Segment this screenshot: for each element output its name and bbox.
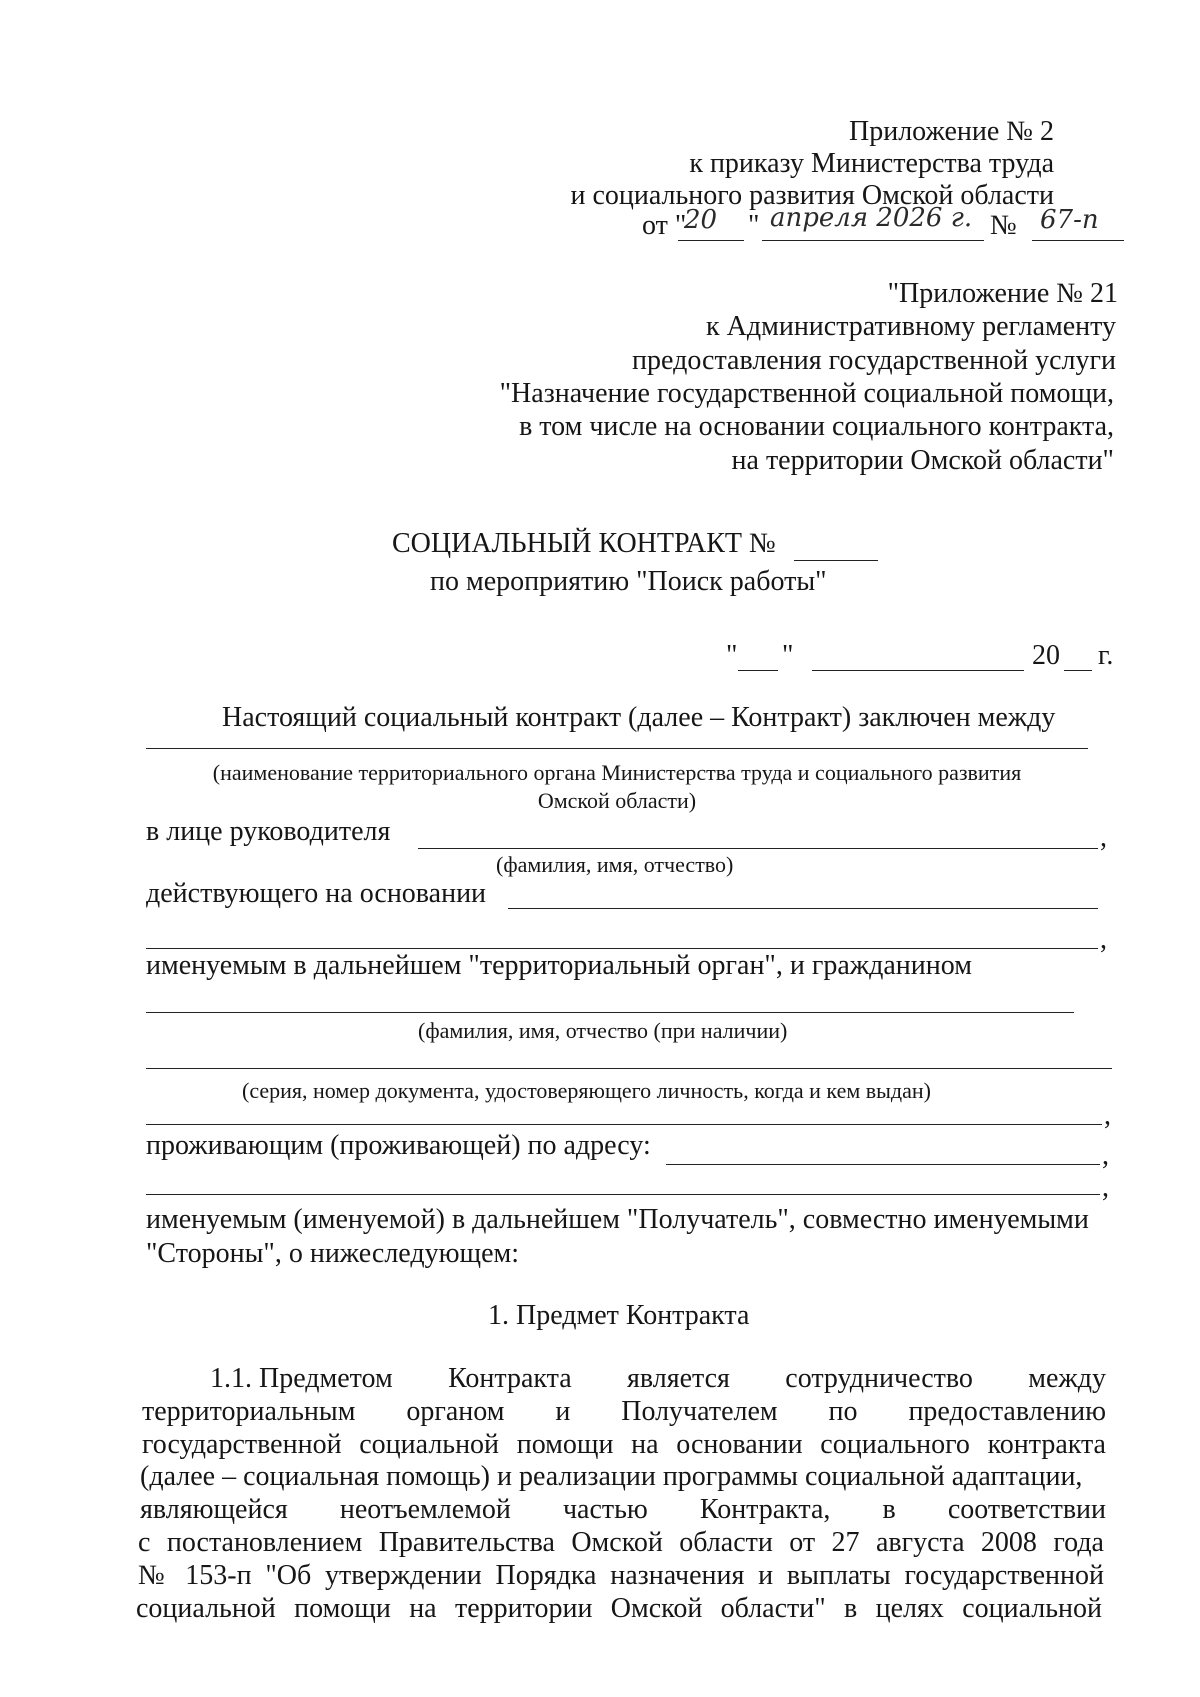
regulation-appendix: "Приложение № 21 [887, 278, 1118, 309]
para-line-1 [210, 1362, 1106, 1396]
contract-number-blank [794, 560, 878, 561]
handwritten-day: 20 [684, 205, 718, 235]
acting-basis-label: действующего на основании [146, 878, 487, 909]
para-line-4: (далее – социальная помощь) и реализации программы социальной адаптации, [140, 1461, 1083, 1492]
address-blank-2 [146, 1194, 1100, 1195]
word: в [882, 1494, 896, 1525]
comma-5: , [1102, 1172, 1109, 1203]
date-month-blank [812, 670, 1024, 671]
regulation-line-6: на территории Омской области" [731, 445, 1114, 476]
para-line-2 [142, 1395, 1106, 1429]
intro-sentence: Настоящий социальный контракт (далее – Контракт) заключен между [222, 702, 1056, 733]
word: предоставлению [908, 1396, 1106, 1427]
month-underline [762, 240, 984, 241]
word: Получателем [621, 1396, 778, 1427]
citizen-name-blank [146, 1012, 1074, 1013]
citizen-doc-blank [146, 1068, 1112, 1069]
appendix-mid-quote: " [748, 210, 760, 241]
handwritten-month-year: апреля 2026 г. [770, 203, 973, 233]
comma-4: , [1102, 1140, 1109, 1171]
word: территориальным [142, 1396, 356, 1427]
date-year-blank [1064, 670, 1092, 671]
para-line-6: с постановлением Правительства Омской области от 27 августа 2008 года [138, 1527, 1104, 1558]
word: Контракта [448, 1363, 572, 1394]
appendix-number: Приложение № 2 [849, 116, 1054, 147]
para-line-5 [140, 1493, 1106, 1527]
recipient-sentence-2: "Стороны", о нижеследующем: [146, 1238, 520, 1269]
org-name-blank [146, 748, 1088, 749]
basis-blank-1 [508, 908, 1098, 909]
section-1-heading: 1. Предмет Контракта [488, 1300, 750, 1331]
regulation-line-2: к Административному регламенту [706, 311, 1116, 342]
word: частью [562, 1494, 648, 1525]
comma-2: , [1100, 924, 1107, 955]
appendix-from-label: от " [642, 210, 687, 241]
contract-title: СОЦИАЛЬНЫЙ КОНТРАКТ № [392, 528, 776, 559]
date-day-blank [738, 670, 778, 671]
head-name-blank [418, 848, 1098, 849]
citizen-doc-blank-2 [146, 1124, 1102, 1125]
contract-subtitle: по мероприятию "Поиск работы" [430, 566, 827, 597]
regulation-line-3: предоставления государственной услуги [632, 345, 1116, 376]
word: Контракта, [699, 1494, 831, 1525]
hint-identity-doc: (серия, номер документа, удостоверяющего личность, когда и кем выдан) [242, 1078, 931, 1103]
appendix-ministry: и социального развития Омской области [570, 180, 1054, 211]
regulation-line-5: в том числе на основании социального контракта, [519, 411, 1114, 442]
date-year-suffix: г. [1098, 640, 1114, 671]
regulation-line-4: "Назначение государственной социальной помощи, [499, 378, 1114, 409]
word: и [555, 1396, 571, 1427]
para-line-8: социальной помощи на территории Омской области" в целях социальной [136, 1593, 1102, 1624]
number-underline [1032, 240, 1124, 241]
hint-org-line-2: Омской области) [537, 788, 697, 813]
basis-blank-2 [146, 948, 1098, 949]
hint-org-line-1: (наименование территориального органа Министерства труда и социального развития [212, 760, 1022, 785]
named-org-sentence: именуемым в дальнейшем "территориальный орган", и гражданином [146, 950, 972, 981]
handwritten-order-number: 67-п [1040, 205, 1099, 235]
comma-3: , [1104, 1100, 1111, 1131]
para-line-3: государственной социальной помощи на основании социального контракта [142, 1429, 1106, 1460]
word: неотъемлемой [339, 1494, 511, 1525]
hint-fio: (фамилия, имя, отчество) [496, 852, 734, 877]
date-close-quote: " [782, 640, 794, 671]
address-label: проживающим (проживающей) по адресу: [146, 1130, 651, 1161]
word: по [828, 1396, 858, 1427]
appendix-number-label: № [990, 210, 1017, 241]
word: между [1028, 1363, 1107, 1394]
hint-fio-optional: (фамилия, имя, отчество (при наличии) [418, 1018, 788, 1043]
word: органом [406, 1396, 505, 1427]
para-line-7: № 153-п "Об утверждении Порядка назначения и выплаты государственной [138, 1560, 1104, 1591]
day-underline [678, 240, 744, 241]
word: сотрудничество [785, 1363, 973, 1394]
word: 1.1. Предметом [210, 1363, 393, 1394]
date-open-quote: " [726, 640, 738, 671]
recipient-sentence-1: именуемым (именуемой) в дальнейшем "Получатель", совместно именуемыми [146, 1204, 1089, 1235]
word: является [627, 1363, 730, 1394]
appendix-order-ref: к приказу Министерства труда [689, 148, 1054, 179]
in-person-label: в лице руководителя [146, 816, 391, 847]
address-blank-1 [666, 1164, 1100, 1165]
date-year-prefix: 20 [1032, 640, 1060, 671]
word: являющейся [140, 1494, 288, 1525]
comma-1: , [1100, 822, 1107, 853]
word: соответствии [947, 1494, 1107, 1525]
